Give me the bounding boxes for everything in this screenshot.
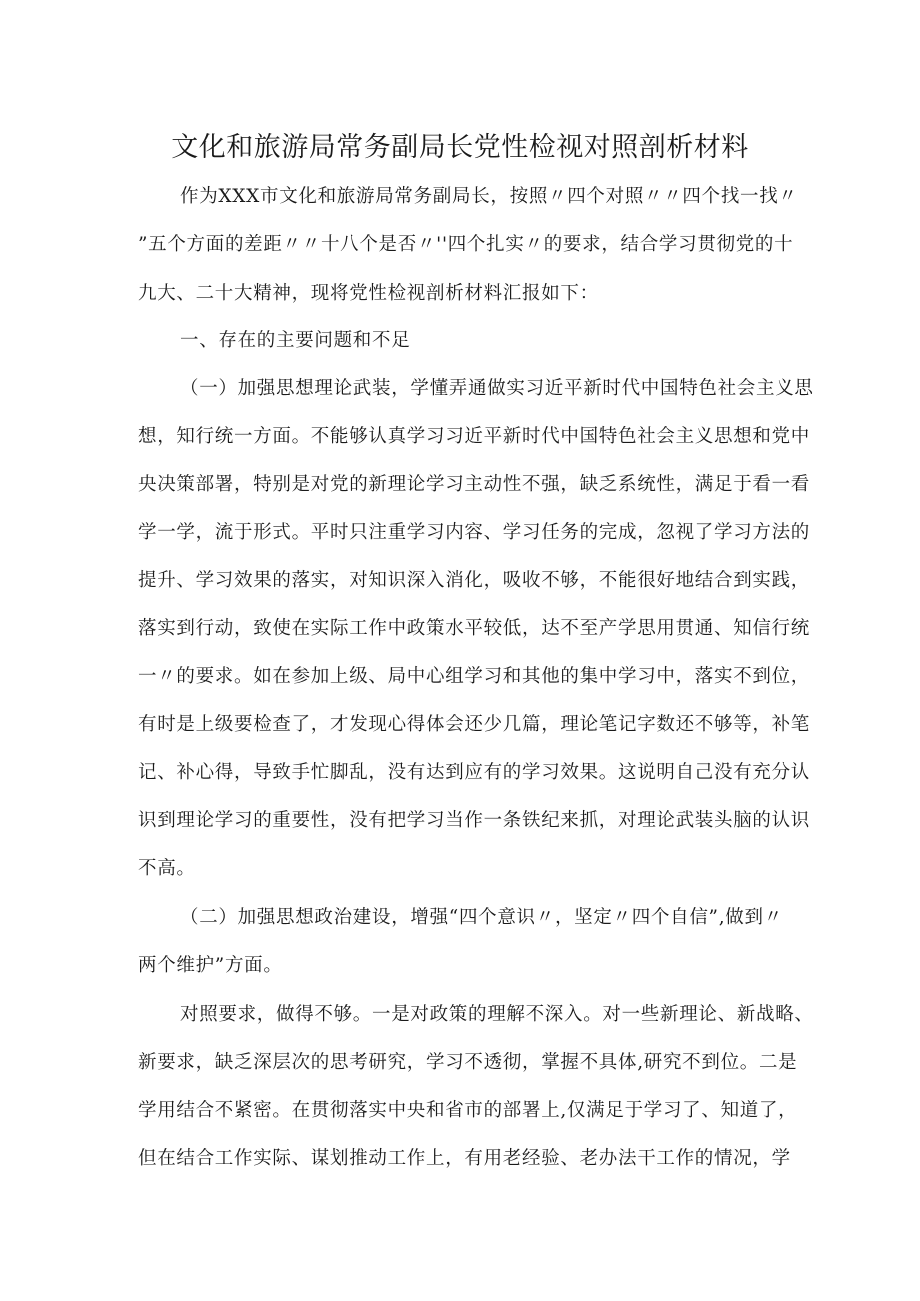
paragraph-line: 提升、学习效果的落实，对知识深入消化，吸收不够，不能很好地结合到实践， [138,570,811,591]
paragraph-line: 九大、二十大精神，现将党性检视剖析材料汇报如下： [138,283,599,304]
paragraph-line: 对照要求，做得不够。一是对政策的理解不深入。对一些新理论、新战略、 [180,1004,814,1025]
section-heading: 一、存在的主要问题和不足 [180,330,411,351]
paragraph-line: （一）加强思想理论武装，学懂弄通做实习近平新时代中国特色社会主义思 [180,378,814,399]
paragraph-line: ”五个方面的差距〃〃十八个是否〃''四个扎实〃的要求，结合学习贯彻党的十 [138,234,794,255]
document-title: 文化和旅游局常务副局长党性检视对照剖析材料 [171,132,749,163]
paragraph-line: 两个维护”方面。 [138,955,283,976]
paragraph-line: 央决策部署，特别是对党的新理论学习主动性不强，缺乏系统性，满足于看一看 [138,474,811,495]
paragraph-line: 学一学，流于形式。平时只注重学习内容、学习任务的完成，忽视了学习方法的 [138,522,811,543]
paragraph-line: （二）加强思想政治建设，增强“四个意识〃，坚定〃四个自信”,做到〃 [180,907,783,928]
paragraph-line: 作为XXX市文化和旅游局常务副局长，按照〃四个对照〃〃四个找一找〃 [180,186,798,207]
paragraph-line: 一〃的要求。如在参加上级、局中心组学习和其他的集中学习中，落实不到位， [138,666,811,687]
paragraph-line: 学用结合不紧密。在贯彻落实中央和省市的部署上,仅满足于学习了、知道了， [138,1100,798,1121]
paragraph-line: 但在结合工作实际、谋划推动工作上，有用老经验、老办法干工作的情况，学 [138,1148,791,1169]
paragraph-line: 新要求，缺乏深层次的思考研究，学习不透彻，掌握不具体,研究不到位。二是 [138,1052,798,1073]
paragraph-line: 记、补心得，导致手忙脚乱，没有达到应有的学习效果。这说明自己没有充分认 [138,762,811,783]
paragraph-line: 不高。 [138,858,196,879]
paragraph-line: 有时是上级要检查了，才发现心得体会还少几篇，理论笔记字数还不够等，补笔 [138,714,811,735]
paragraph-line: 识到理论学习的重要性，没有把学习当作一条铁纪来抓，对理论武装头脑的认识 [138,810,811,831]
paragraph-line: 落实到行动，致使在实际工作中政策水平较低，达不至产学思用贯通、知信行统 [138,618,811,639]
paragraph-line: 想，知行统一方面。不能够认真学习习近平新时代中国特色社会主义思想和党中 [138,426,811,447]
